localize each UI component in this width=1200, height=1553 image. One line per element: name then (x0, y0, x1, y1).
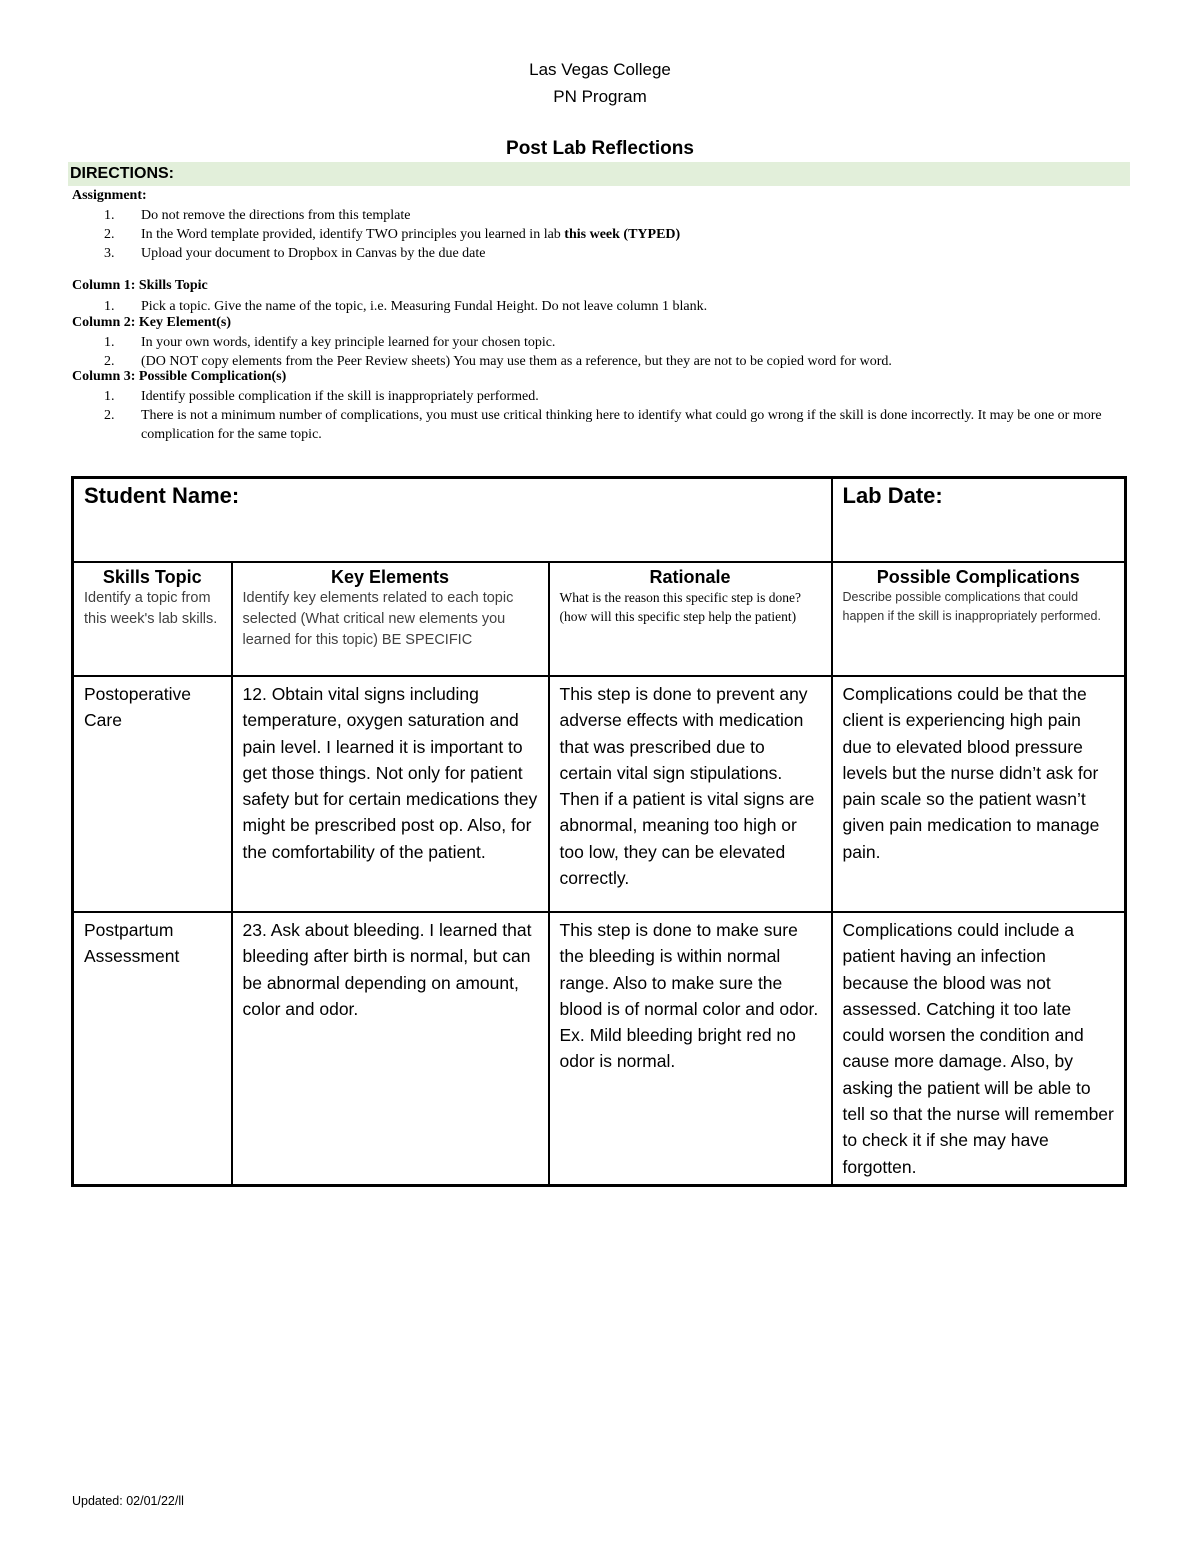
column-2-heading: Column 2: Key Element(s) (72, 315, 232, 330)
program-name: PN Program (553, 87, 647, 106)
table-row (73, 912, 1126, 1185)
list-item: 2. In the Word template provided, identify TWO principles you learned in lab this week (TYPED) (104, 227, 681, 242)
directions-banner: DIRECTIONS: (68, 162, 1130, 186)
column-3-heading: Column 3: Possible Complication(s) (72, 369, 287, 384)
list-item: 2. (DO NOT copy elements from the Peer Review sheets) You may use them as a reference, but they are not to be copied word for word. (104, 354, 892, 369)
col-header-rationale: Rationale What is the reason this specific step is done? (how will this specific step help the patient) (549, 562, 832, 676)
table-row (73, 676, 1126, 912)
col-header-skills-topic: Skills Topic Identify a topic from this week's lab skills. (73, 562, 232, 676)
list-item: 1. Identify possible complication if the skill is inappropriately performed. (104, 389, 539, 404)
column-3-list (104, 387, 1124, 444)
col-header-key-elements: Key Elements Identify key elements related to each topic selected (What critical new elements you learned for this topic) BE SPECIFIC (232, 562, 549, 676)
col-header-complications: Possible Complications Describe possible complications that could happen if the skill is inappropriately performed. (832, 562, 1126, 676)
key-elements-cell[interactable]: 12. Obtain vital signs including temperature, oxygen saturation and pain level. I learned it is important to get those things. Not only for patient safety but for certain medications they might be prescribed post op. Also, for the comfortability of the patient. (232, 676, 549, 912)
header-row (73, 562, 1126, 676)
topic-cell[interactable]: Postpartum Assessment (73, 912, 232, 1185)
complications-cell[interactable]: Complications could be that the client is experiencing high pain due to elevated blood pressure levels but the nurse didn’t ask for pain scale so the patient wasn’t given pain medication to manage pain. (832, 676, 1126, 912)
lab-date-field[interactable]: Lab Date: (832, 478, 1126, 563)
name-date-row (73, 478, 1126, 563)
list-item: 1. Pick a topic. Give the name of the topic, i.e. Measuring Fundal Height. Do not leave column 1 blank. (104, 299, 708, 314)
assignment-heading: Assignment: (72, 188, 147, 203)
complications-cell[interactable]: Complications could include a patient having an infection because the blood was not assessed. Catching it too late could worsen the condition and cause more damage. Also, by asking the patient will be able to tell so that the nurse will remember to check it if she may have forgotten. (832, 912, 1126, 1185)
rationale-cell[interactable]: This step is done to prevent any adverse effects with medication that was prescribed due to certain vital sign stipulations. Then if a patient is vital signs are abnormal, meaning too high or too low, they can be elevated correctly. (549, 676, 832, 912)
list-item: 2. There is not a minimum number of complications, you must use critical thinking here to identify what could go wrong if the skill is done incorrectly. It may be one or more complication for the same topic. (104, 408, 1102, 442)
student-name-field[interactable]: Student Name: (73, 478, 832, 563)
list-item: 3. Upload your document to Dropbox in Canvas by the due date (104, 246, 486, 261)
column-1-list (104, 297, 1124, 316)
key-elements-cell[interactable]: 23. Ask about bleeding. I learned that bleeding after birth is normal, but can be abnormal depending on amount, color and odor. (232, 912, 549, 1185)
column-2-list (104, 333, 1124, 371)
assignment-list (104, 206, 1124, 263)
list-item: 1. In your own words, identify a key principle learned for your chosen topic. (104, 335, 556, 350)
topic-cell[interactable]: Postoperative Care (73, 676, 232, 912)
rationale-cell[interactable]: This step is done to make sure the bleeding is within normal range. Also to make sure the blood is of normal color and odor. Ex. Mild bleeding bright red no odor is normal. (549, 912, 832, 1185)
page-title: Post Lab Reflections (506, 138, 694, 159)
column-1-heading: Column 1: Skills Topic (72, 278, 208, 293)
reflection-table (71, 476, 1127, 1187)
list-item: 1. Do not remove the directions from this template (104, 208, 411, 223)
college-name: Las Vegas College (529, 60, 671, 79)
updated-footer: Updated: 02/01/22/ll (72, 1494, 184, 1508)
